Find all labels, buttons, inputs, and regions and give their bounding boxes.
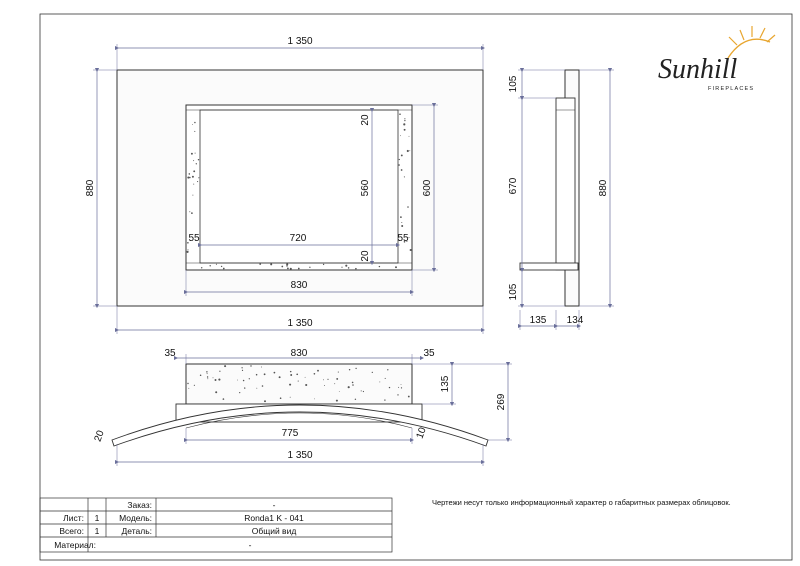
speckle [189, 173, 191, 175]
speckle [264, 400, 266, 402]
speckle [355, 399, 356, 400]
speckle [345, 265, 347, 267]
speckle [401, 222, 402, 223]
dim-side-top-offset: 105 [508, 75, 519, 93]
speckle [372, 372, 373, 373]
speckle [281, 266, 283, 268]
speckle [209, 265, 210, 266]
plan-view [93, 348, 512, 466]
dim-front-overall-width-bottom: 1 350 [287, 318, 313, 329]
speckle [396, 267, 397, 268]
dim-opening-outer-height: 600 [422, 179, 433, 197]
speckle [348, 267, 350, 269]
speckle [189, 211, 190, 212]
total-label: Всего: [59, 526, 84, 536]
speckle [298, 381, 299, 382]
speckle [401, 387, 402, 388]
speckle [191, 212, 193, 214]
model-label: Модель: [119, 513, 152, 523]
sunhill-logo [658, 26, 775, 92]
speckle [287, 267, 289, 269]
order-value: - [272, 500, 276, 510]
speckle [264, 373, 266, 375]
speckle [404, 129, 406, 131]
speckle [323, 379, 324, 380]
speckle [187, 383, 188, 384]
speckle [298, 268, 300, 270]
speckle [207, 376, 208, 377]
speckle [237, 380, 238, 381]
speckle [363, 391, 364, 392]
speckle [398, 387, 399, 388]
speckle [352, 384, 354, 386]
speckle [241, 367, 242, 368]
speckle [379, 381, 380, 382]
dim-side-overall-height: 880 [598, 179, 609, 197]
speckle [314, 373, 316, 375]
speckle [398, 164, 400, 166]
speckle [408, 396, 410, 398]
speckle [207, 378, 208, 379]
material-value: - [248, 540, 252, 550]
speckle [191, 153, 193, 155]
dim-plan-left-extension: 35 [164, 348, 176, 359]
speckle [215, 379, 217, 381]
speckle [218, 379, 220, 381]
speckle [279, 376, 281, 378]
dim-opening-outer-width: 830 [290, 280, 308, 291]
speckle [327, 379, 328, 380]
speckle [355, 268, 357, 270]
dim-bottom-sill: 20 [360, 250, 371, 262]
speckle [290, 371, 291, 372]
speckle [290, 397, 291, 398]
speckle [256, 374, 258, 376]
sheet-value: 1 [94, 513, 100, 523]
speckle [192, 124, 193, 125]
speckle [355, 368, 356, 369]
speckle [286, 263, 288, 265]
side-jamb [556, 98, 575, 270]
plan-hearth-top [186, 364, 412, 404]
sheet-label: Лист: [63, 513, 84, 523]
dim-plan-inner-width: 775 [281, 428, 299, 439]
speckle [323, 264, 324, 265]
speckle [399, 113, 401, 115]
dim-opening-inner-width: 720 [289, 233, 307, 244]
speckle [400, 216, 402, 218]
dim-side-depth-back: 134 [566, 315, 584, 326]
speckle [280, 397, 282, 399]
speckle [194, 122, 196, 124]
speckle [239, 392, 240, 393]
speckle [305, 384, 307, 386]
speckle [384, 399, 385, 400]
speckle [387, 369, 388, 370]
speckle [244, 387, 245, 388]
dim-plan-overall-width: 1 350 [287, 450, 313, 461]
speckle [339, 391, 340, 392]
speckle [221, 266, 222, 267]
speckle [341, 267, 342, 268]
speckle [407, 206, 409, 208]
speckle [259, 263, 261, 265]
speckle [290, 268, 292, 270]
speckle [336, 400, 338, 402]
total-value: 1 [94, 526, 100, 536]
speckle [397, 394, 398, 395]
order-label: Заказ: [127, 500, 152, 510]
dim-side-middle-height: 670 [508, 177, 519, 195]
speckle [296, 373, 298, 375]
speckle [256, 388, 257, 389]
speckle [193, 184, 194, 185]
speckle [261, 367, 262, 368]
logo-subtext: FIREPLACES [708, 86, 755, 92]
speckle [314, 398, 315, 399]
drawing-note: Чертежи несут только информационный характер о габаритных размерах облицовок. [432, 498, 731, 507]
speckle [219, 371, 220, 372]
dim-plan-right-edge: 10 [414, 426, 429, 441]
speckle [193, 170, 195, 172]
speckle [198, 159, 199, 160]
speckle [399, 159, 400, 160]
speckle [187, 249, 188, 250]
speckle [187, 177, 189, 179]
speckle [403, 123, 405, 125]
dim-front-overall-height: 880 [85, 179, 96, 197]
material-label: Материал: [54, 540, 96, 550]
speckle [242, 370, 243, 371]
speckle [274, 372, 276, 374]
dim-side-bottom-offset: 105 [508, 283, 519, 301]
speckle [192, 176, 194, 178]
speckle [200, 374, 202, 376]
speckle [194, 131, 195, 132]
dim-right-jamb: 55 [397, 233, 409, 244]
speckle [410, 249, 412, 251]
dim-left-jamb: 55 [188, 233, 200, 244]
speckle [289, 384, 291, 386]
speckle [213, 377, 214, 378]
speckle [338, 372, 339, 373]
speckle [243, 380, 245, 382]
speckle [196, 163, 197, 164]
speckle [192, 195, 193, 196]
speckle [385, 378, 386, 379]
speckle [401, 154, 403, 156]
speckle [216, 264, 217, 265]
speckle [379, 266, 380, 267]
speckle [206, 371, 207, 372]
speckle [404, 120, 405, 121]
dim-opening-inner-height: 560 [360, 179, 371, 197]
speckle [215, 391, 217, 393]
speckle [404, 118, 405, 119]
speckle [193, 160, 194, 161]
speckle [409, 237, 410, 238]
speckle [348, 386, 350, 388]
speckle [361, 390, 362, 391]
speckle [334, 383, 335, 384]
front-view [85, 36, 483, 334]
logo-text: Sunhill [658, 54, 738, 85]
part-label: Деталь: [121, 526, 152, 536]
side-hearth [520, 263, 578, 270]
speckle [270, 263, 272, 265]
model-value: Ronda1 K - 041 [244, 513, 304, 523]
speckle [404, 176, 405, 177]
speckle [262, 385, 264, 387]
speckle [317, 370, 319, 372]
speckle [197, 181, 198, 182]
speckle [401, 225, 403, 227]
dim-top-lintel: 20 [360, 114, 371, 126]
dim-plan-hearth-width: 830 [290, 348, 308, 359]
speckle [401, 384, 402, 385]
dim-front-overall-width: 1 350 [287, 36, 313, 47]
speckle [207, 373, 208, 374]
speckle [352, 382, 354, 384]
speckle [250, 365, 251, 366]
speckle [198, 177, 199, 178]
part-value: Общий вид [251, 526, 297, 536]
speckle [223, 398, 225, 400]
dim-plan-left-edge: 20 [92, 429, 107, 444]
speckle [349, 369, 350, 370]
dim-side-depth-front: 135 [529, 315, 547, 326]
speckle [224, 365, 226, 367]
speckle [194, 385, 195, 386]
dim-plan-overall-depth: 269 [496, 393, 507, 411]
speckle [188, 388, 189, 389]
speckle [187, 251, 189, 253]
speckle [305, 377, 306, 378]
speckle [409, 136, 410, 137]
speckle [309, 267, 310, 268]
speckle [249, 378, 250, 379]
speckle [336, 378, 338, 380]
speckle [409, 150, 410, 151]
dim-plan-hearth-depth: 135 [440, 375, 451, 393]
speckle [400, 135, 401, 136]
dim-plan-right-extension: 35 [423, 348, 435, 359]
speckle [324, 385, 325, 386]
speckle [195, 153, 196, 154]
speckle [407, 150, 409, 152]
speckle [223, 268, 225, 270]
speckle [389, 387, 390, 388]
speckle [201, 267, 202, 268]
speckle [290, 374, 292, 376]
speckle [401, 169, 403, 171]
side-view [508, 70, 614, 330]
